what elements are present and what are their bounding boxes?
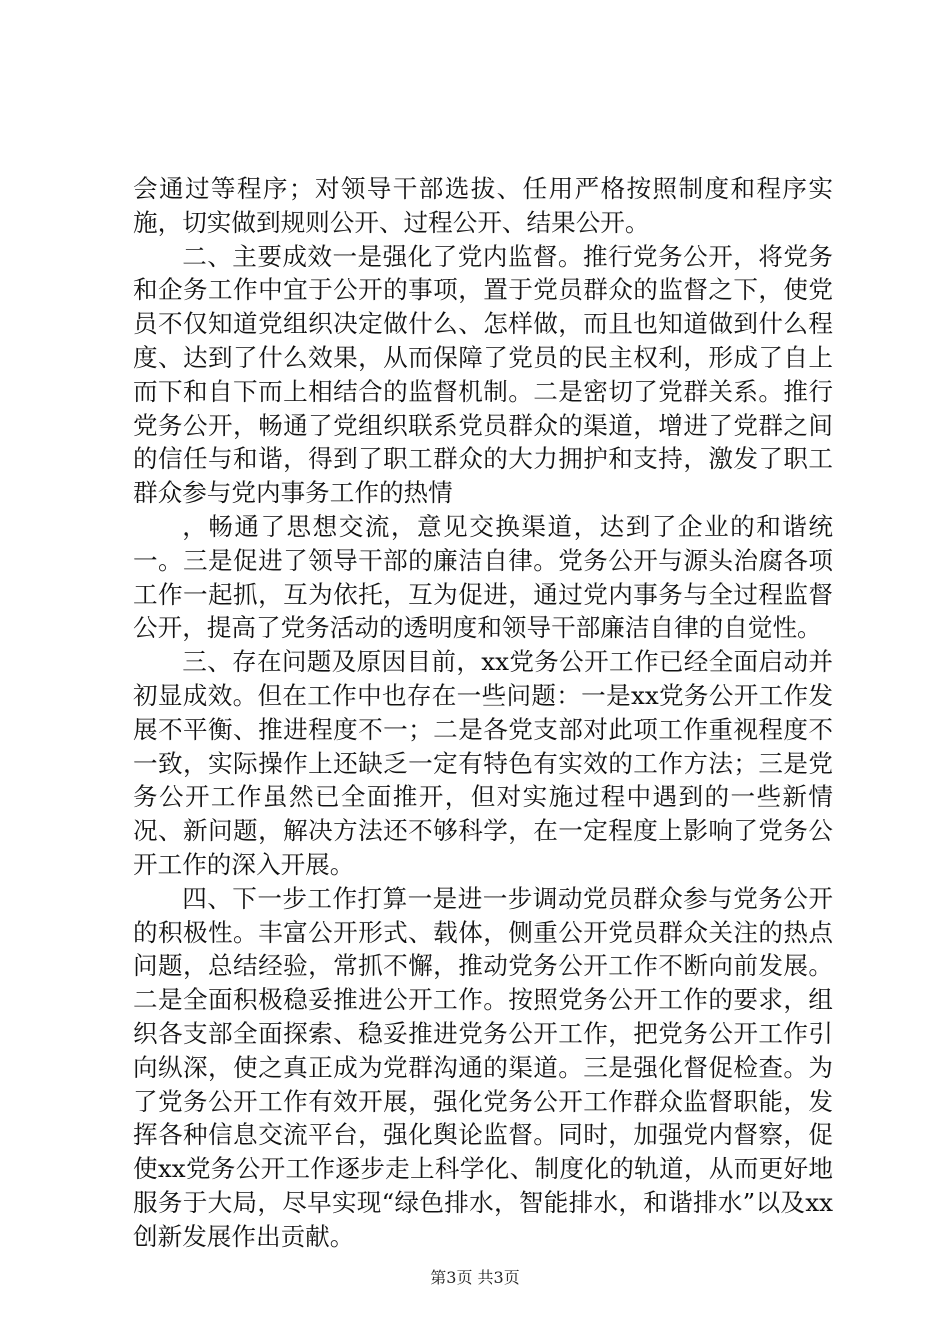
paragraph-4: 三、存在问题及原因目前，xx党务公开工作已经全面启动并初显成效。但在工作中也存在一些问题：一是xx党务公开工作发展不平衡、推进程度不一；二是各党支部对此项工作重视程度不一致，实际操作上还缺乏一定有特色有实效的工作方法；三是党务公开工作虽然已全面推开，但对实施过程中遇到的一些新情况、新问题，解决方法还不够科学，在一定程度上影响了党务公开工作的深入开展。	[133, 647, 833, 879]
page-footer: 第3页 共3页	[430, 1268, 520, 1287]
paragraph-2: 二、主要成效一是强化了党内监督。推行党务公开，将党务和企务工作中宜于公开的事项，置于党员群众的监督之下，使党员不仅知道党组织决定做什么、怎样做，而且也知道做到什么程度、达到了什么效果，从而保障了党员的民主权利，形成了自上而下和自下而上相结合的监督机制。二是密切了党群关系。推行党务公开，畅通了党组织联系党员群众的渠道，增进了党群之间的信任与和谐，得到了职工群众的大力拥护和支持，激发了职工群众参与党内事务工作的热情	[133, 241, 833, 508]
paragraph-5: 四、下一步工作打算一是进一步调动党员群众参与党务公开的积极性。丰富公开形式、载体，侧重公开党员群众关注的热点问题，总结经验，常抓不懈，推动党务公开工作不断向前发展。二是全面积极稳妥推进公开工作。按照党务公开工作的要求，组织各支部全面探索、稳妥推进党务公开工作，把党务公开工作引向纵深，使之真正成为党群沟通的渠道。三是强化督促检查。为了党务公开工作有效开展，强化党务公开工作群众监督职能，发挥各种信息交流平台，强化舆论监督。同时，加强党内督察，促使xx党务公开工作逐步走上科学化、制度化的轨道，从而更好地服务于大局，尽早实现“绿色排水，智能排水，和谐排水”以及xx创新发展作出贡献。	[133, 883, 833, 1251]
document-body	[133, 172, 833, 1254]
paragraph-1: 会通过等程序；对领导干部选拔、任用严格按照制度和程序实施，切实做到规则公开、过程公开、结果公开。	[133, 174, 833, 237]
paragraph-3: ，畅通了思想交流，意见交换渠道，达到了企业的和谐统一。三是促进了领导干部的廉洁自律。党务公开与源头治腐各项工作一起抓，互为依托，互为促进，通过党内事务与全过程监督公开，提高了党务活动的透明度和领导干部廉洁自律的自觉性。	[133, 511, 833, 643]
